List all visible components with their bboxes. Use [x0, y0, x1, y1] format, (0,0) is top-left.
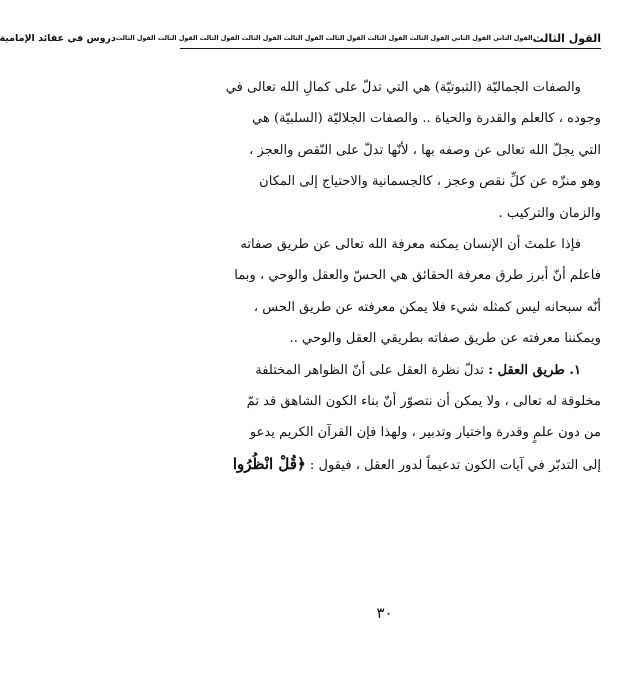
text-line: فإذا علمتَ أن الإنسان يمكنه معرفة الله تعالى عن طريق صفاته [240, 237, 581, 253]
text-line [182, 449, 601, 481]
text-line: وجوده ، كالعلم والقدرة والحياة .. والصفات الجلاليّة (السلبيّة) هي [252, 111, 601, 127]
header-series-text: القول الثاني القول الثاني القول الثالث القول الثالث القول الثالث القول الثالث القول الثالث القول الثالث القول الثالث القول الثالث [115, 34, 533, 42]
page-number: ٣٠ [376, 604, 393, 622]
quran-quote-start: ﴿قُلْ انْظُرُوا [232, 454, 306, 473]
text-line: مخلوقة له تعالى ، ولا يمكن أن نتصوّر أنّ بناء الكون الشاهق قد تمّ [246, 394, 601, 410]
text-line: أنّه سبحانه ليس كمثله شيء فلا يمكن معرفته عن طريق الحس ، [253, 299, 601, 315]
text-line: والصفات الجماليّة (الثبوتيّة) هي التي تدلّ على كمالِ الله تعالى في [225, 80, 581, 95]
header-rule [180, 48, 601, 49]
page-body [182, 72, 601, 481]
text-line: وهو منزّه عن كلِّ نقص وعجز ، كالجسمانية والاحتياج إلى المكان [259, 174, 601, 190]
running-header [0, 30, 601, 46]
section-lead: ١. طريق العقل : [488, 362, 581, 378]
text-fragment: تدلّ نظرة العقل على أنّ الظواهر المختلفة [255, 362, 485, 378]
book-title: دروس في عقائد الإمامية [0, 32, 116, 44]
text-line: من دون علمٍ وقدرة واختيار وتدبير ، ولهذا فإن القرآن الكريم يدعو [249, 425, 601, 441]
text-line: التي يجلّ الله تعالى عن وصفه بها ، لأنّها تدلّ على النّقص والعجز ، [249, 142, 601, 158]
text-line: فاعلم أنّ أبرز طرق معرفة الحقائق هي الحسّ والعقل والوحي ، وبما [234, 268, 601, 284]
text-line [182, 355, 601, 386]
paragraph-reason-path [182, 355, 601, 482]
paragraph-attributes [182, 72, 601, 229]
section-title: القول الثالث [532, 31, 601, 45]
paragraph-knowledge-paths [182, 229, 601, 355]
text-fragment: إلى التدبّر في آيات الكون تدعيماً لدور العقل ، فيقول : [309, 457, 601, 473]
text-line: والزمان والتركيب . [498, 205, 601, 221]
text-line: ويمكننا معرفته عن طريق صفاته بطريقي العقل والوحي .. [289, 331, 601, 347]
